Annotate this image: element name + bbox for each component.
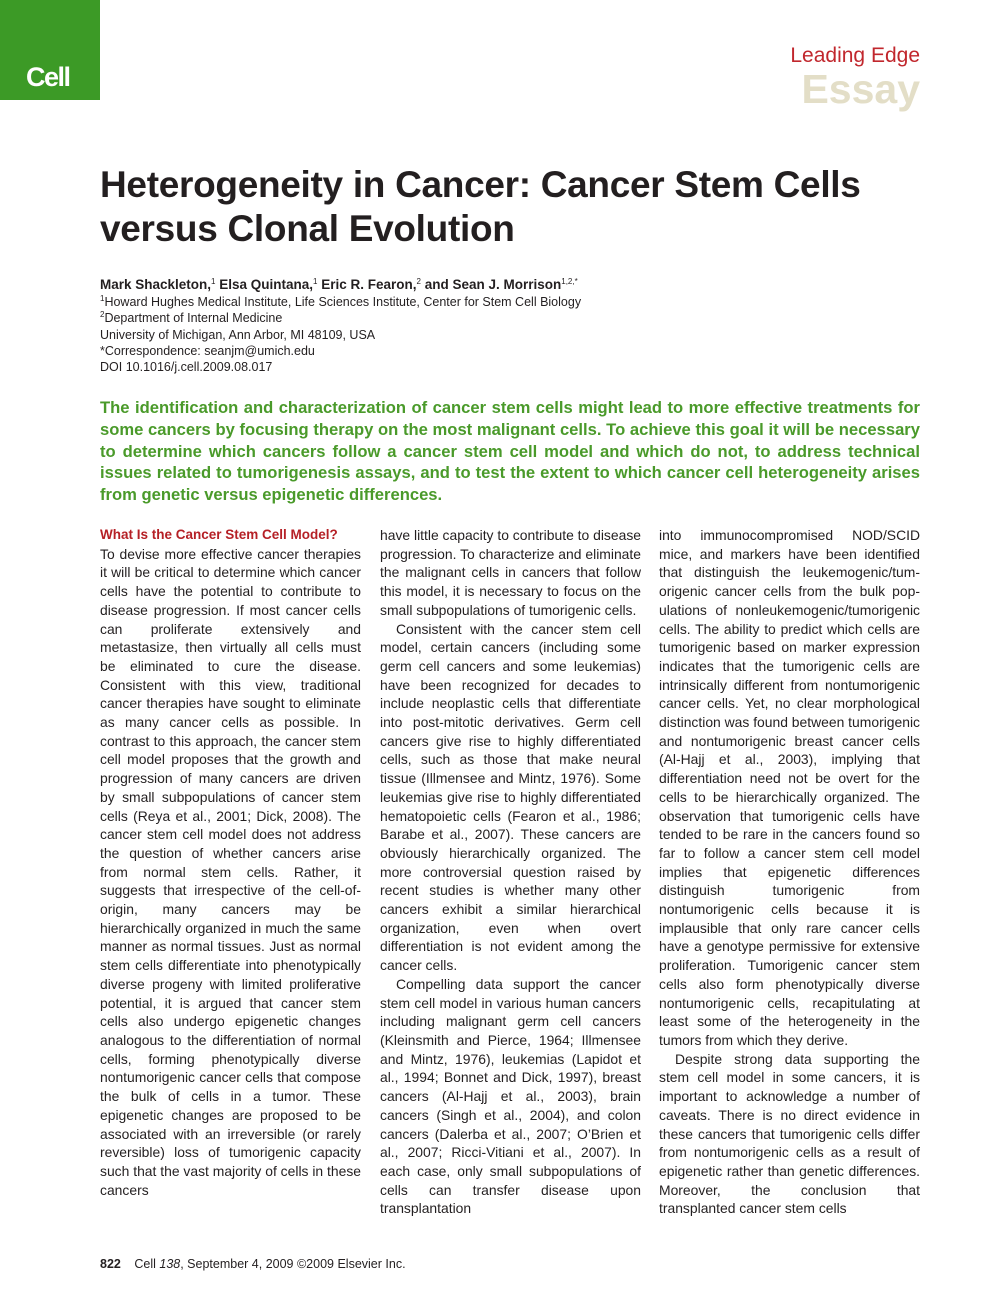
author-name: Elsa Quintana, — [215, 277, 314, 292]
affiliation-line — [100, 310, 581, 326]
affiliation-line — [100, 294, 581, 310]
body-paragraph: into immunocompromised NOD/SCID mice, and markers have been identified that distinguish the leukemogenic/tumorigenic cancer cells from the bulk populations of nonleukemogenic/tumorigenic cells. The ability to predict which cells are tumorigenic based on marker expression indicates that the tumorigenic cells are intrinsically different from nontumorigenic cancer cells. Yet, no clear morphological distinction was found between tumorigenic and nontumorigenic breast cancer cells (Al-Hajj et al., 2003), implying that differentiation need not be overt for the cells to be hierarchically organized. The observation that tumorigenic cells have tended to be rare in the cancers found so far to follow a cancer stem cell model implies that epigenetic differences distinguish tumorigenic from nontumorigenic cells because it is implausible that only rare cancer cells have a genotype permissive for extensive proliferation. Tumorigenic cancer stem cells also form phenotypically diverse nontumorigenic cells, recapitulating at least some of the heterogeneity in the tumors from which they derive. — [659, 527, 920, 1048]
affiliation-marker: 2 — [100, 310, 105, 320]
body-column-2 — [380, 526, 641, 1235]
section-heading: What Is the Cancer Stem Cell Model? — [100, 527, 338, 542]
doi-line: DOI 10.1016/j.cell.2009.08.017 — [100, 360, 273, 375]
section-label: Leading Edge — [790, 44, 920, 67]
author-name: and Sean J. Morrison — [420, 277, 562, 292]
body-paragraph: Compelling data support the cancer stem cell model in various human cancers including malignant germ cell cancers (Kleinsmith and Pierce, 1964; Illmensee and Mintz, 1976), leukemias (Lapidot et al., 1994; Bonnet and Dick, 1997), breast cancers (Al-Hajj et al., 2003), brain cancers (Singh et al., 2004), and colon cancers (Dalerba et al., 2007; O’Brien et al., 2007; Ricci-Vitiani et al., 2007). In each case, only small subpopulations of cells can transfer disease upon transplantation — [380, 975, 641, 1217]
author-name: Eric R. Fearon, — [317, 277, 417, 292]
correspondence-line: *Correspondence: seanjm@umich.edu — [100, 343, 315, 358]
body-paragraph: have little capacity to contribute to disease progression. To characterize and eliminate the malignant cells in cancers that follow this model, it is necessary to focus on the small subpopulations of tumorigenic cells. — [380, 527, 641, 618]
author-affiliation-marker: 1 — [211, 277, 216, 286]
abstract: The identification and characterization of cancer stem cells might lead to more effective treatments for some cancers by focusing therapy on the most malignant cells. To achieve this goal it will be necessary to determine which cancers follow a cancer stem cell model and which do not, to address technical issues related to tumorigenesis assays, and to test the extent to which cancer cell heterogeneity arises from genetic versus epigenetic differences. — [100, 398, 920, 505]
footer-volume: 138 — [159, 1257, 181, 1271]
page-footer — [100, 1256, 406, 1272]
affiliation-text: Department of Internal Medicine — [104, 311, 283, 326]
body-column-3 — [659, 526, 920, 1235]
body-paragraph: Despite strong data supporting the stem cell model in some cancers, it is important to acknowledge a number of caveats. There is no direct evidence in these cancers that tumorigenic cells differ from nontumorigenic cells as a result of epigenetic rather than genetic differences. Moreover, the conclusion that transplanted cancer stem cells — [659, 1050, 920, 1217]
journal-logo — [0, 0, 100, 100]
section-type: Essay — [801, 66, 920, 112]
author-list — [100, 276, 578, 293]
affiliations — [100, 294, 581, 375]
footer-journal: Cell — [134, 1257, 156, 1271]
author-name: Mark Shackleton, — [100, 277, 212, 292]
author-affiliation-marker: 1,2,* — [561, 277, 578, 286]
body-paragraph: Consistent with the cancer stem cell model, certain cancers (including some germ cell cancers and some leukemias) have been recognized for decades to include neoplastic cells that differentiate into post-mitotic derivatives. Germ cell cancers give rise to highly differentiated cells, such as those that make neural tissue (Illmensee and Mintz, 1976). Some leukemias give rise to highly differentiated hematopoietic cells (Fearon et al., 1986; Barabe et al., 2007). These cancers are obviously hierarchically organized. The more controversial question raised by recent studies is whether many other cancers exhibit a similar hierarchical organization, even when overt differentiation is not evident among the cancer cells. — [380, 620, 641, 974]
affiliation-text: Howard Hughes Medical Institute, Life Sciences Institute, Center for Stem Cell Biology — [104, 295, 582, 309]
article-title: Heterogeneity in Cancer: Cancer Stem Cells versus Clonal Evolution — [100, 164, 861, 249]
footer-citation: , September 4, 2009 ©2009 Elsevier Inc. — [180, 1257, 406, 1271]
affiliation-line: University of Michigan, Ann Arbor, MI 48109, USA — [100, 327, 376, 342]
journal-logo-text: Cell — [26, 62, 70, 92]
author-affiliation-marker: 1 — [313, 277, 318, 286]
affiliation-marker: 1 — [100, 294, 105, 303]
page-number: 822 — [100, 1257, 121, 1271]
author-affiliation-marker: 2 — [416, 277, 421, 286]
body-paragraph: To devise more effective cancer therapies it will be critical to determine which cancer cells have the potential to contribute to disease progression. If most cancer cells can proliferate extensively and metastasize, then virtually all cells must be eliminated to cure the disease. Consistent with this view, traditional cancer therapies have sought to eliminate as many cancer cells as possible. In contrast to this approach, the cancer stem cell model proposes that the growth and progression of many cancers are driven by small subpopulations of cancer stem cells (Reya et al., 2001; Dick, 2008). The cancer stem cell model does not address the question of whether cancers arise from normal stem cells. Rather, it suggests that irrespective of the cell-of-origin, many cancers may be hierarchically organized in much the same manner as normal tissues. Just as normal stem cells differentiate into phenotypically diverse progeny with limited proliferative potential, it is argued that cancer stem cells also undergo epigenetic changes analogous to the differentiation of normal cells, forming phenotypically diverse nontumorigenic cancer cells that compose the bulk of cells in a tumor. These epigenetic changes are proposed to be associated with an irreversible (or rarely reversible) loss of tumorigenic capacity such that the vast majority of cells in these cancers — [100, 545, 361, 1198]
body-column-1 — [100, 526, 361, 1235]
